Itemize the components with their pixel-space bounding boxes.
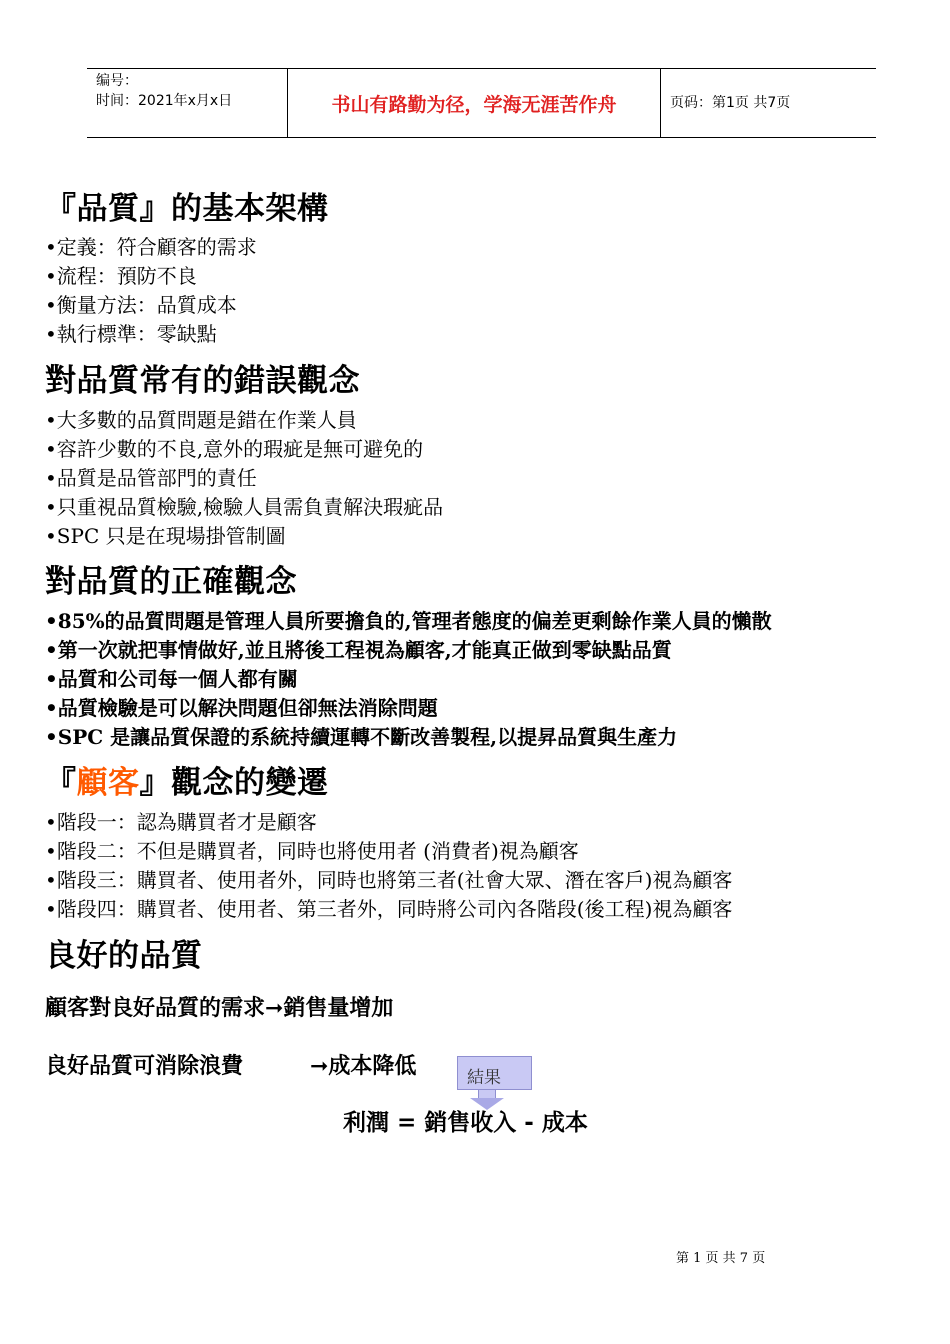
list-item: •容許少數的不良,意外的瑕疵是無可避免的 [45,437,424,461]
title-rest: 』觀念的變遷 [139,765,329,801]
demand-line: 顧客對良好品質的需求➞銷售量增加 [45,996,394,1021]
page-label: 页码：第1页 共7页 [670,95,791,111]
document-header [87,68,876,138]
section-title-correct-concepts: 對品質的正確觀念 [45,564,297,600]
list-item: •流程：預防不良 [45,264,197,288]
list-item: •大多數的品質問題是錯在作業人員 [45,408,357,432]
motto-text: 书山有路勤为径，学海无涯苦作舟 [331,93,617,116]
list-item: •品質檢驗是可以解決問題但卻無法消除問題 [45,696,438,720]
list-item: •階段三：購買者、使用者外，同時也將第三者(社會大眾、潛在客戶)視為顧客 [45,868,733,892]
list-item: •定義：符合顧客的需求 [45,235,257,259]
result-callout-label: 結果 [467,1068,501,1088]
list-item: •階段一：認為購買者才是顧客 [45,810,317,834]
profit-formula: 利潤 = 銷售收入 - 成本 [343,1110,588,1136]
section-title-quality-framework: 『品質』的基本架構 [45,191,329,227]
list-item: •85%的品質問題是管理人員所要擔負的,管理者態度的偏差更剩餘作業人員的懶散 [45,609,772,633]
header-page-cell [661,69,876,137]
list-item: •階段四：購買者、使用者、第三者外，同時將公司內各階段(後工程)視為顧客 [45,897,733,921]
list-item: •SPC 是讓品質保證的系統持續運轉不斷改善製程,以提昇品質與生產力 [45,725,678,749]
header-meta-cell [87,69,288,137]
waste-line-b: ➞成本降低 [310,1054,417,1079]
header-motto-cell [288,69,661,137]
list-item: •衡量方法：品質成本 [45,293,237,317]
section-title-customer-concept [45,757,329,802]
waste-line-a: 良好品質可消除浪費 [45,1054,244,1079]
title-bracket-open: 『 [45,765,77,801]
number-label: 编号： [96,73,138,89]
page-footer: 第 1 页 共 7 页 [676,1251,766,1266]
list-item: •只重視品質檢驗,檢驗人員需負責解決瑕疵品 [45,495,444,519]
time-label: 时间：2021年x月x日 [96,93,233,109]
list-item: •執行標準：零缺點 [45,322,217,346]
result-callout [457,1056,532,1090]
title-highlight-customer: 顧客 [76,765,140,801]
list-item: •品質和公司每一個人都有關 [45,667,298,691]
section-title-good-quality: 良好的品質 [45,938,203,974]
list-item: •SPC 只是在現場掛管制圖 [45,524,286,548]
list-item: •品質是品管部門的責任 [45,466,257,490]
list-item: •階段二：不但是購買者，同時也將使用者 (消費者)視為顧客 [45,839,579,863]
list-item: •第一次就把事情做好,並且將後工程視為顧客,才能真正做到零缺點品質 [45,638,672,662]
section-title-misconceptions: 對品質常有的錯誤觀念 [45,363,360,399]
